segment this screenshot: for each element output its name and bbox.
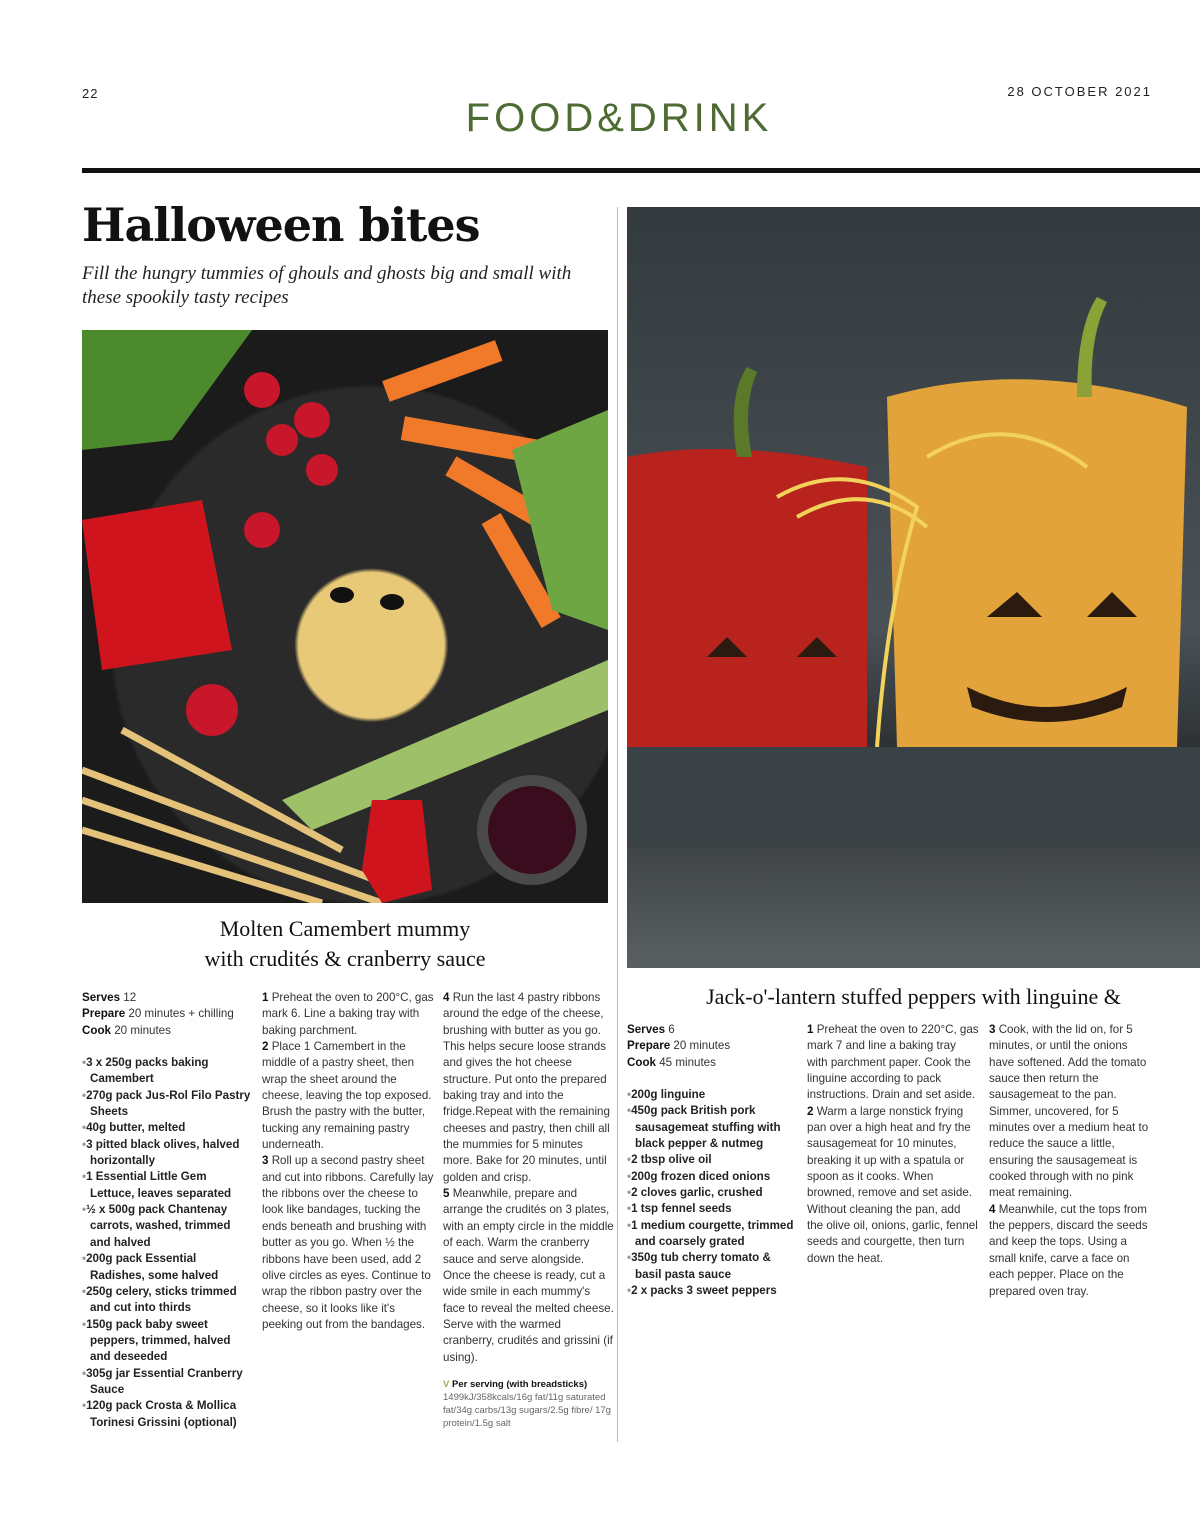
cook-label: Cook — [627, 1055, 656, 1069]
ingredient: • 1 Essential Little Gem Lettuce, leaves separated — [82, 1169, 254, 1202]
method-step — [807, 1104, 979, 1267]
step-text: Place 1 Camembert in the middle of a pastry sheet, then wrap the sheet around the cheese, leaving the top exposed. Brush the pastry with the butter, tucking any remaining pastry underneath. — [262, 1040, 432, 1152]
cook-label: Cook — [82, 1023, 111, 1037]
recipe2-method-column-1 — [807, 1022, 979, 1267]
step-text: Preheat the oven to 220°C, gas mark 7 and line a baking tray with parchment paper. Cook the linguine according to pack instructions. Drain and set aside. — [807, 1023, 979, 1102]
prepare-label: Prepare — [82, 1007, 126, 1021]
recipe1-title-line1: Molten Camembert mummy — [219, 916, 471, 941]
step-number: 1 — [262, 991, 269, 1004]
stuffed-peppers-photo — [627, 207, 1200, 968]
step-number: 3 — [989, 1023, 996, 1036]
method-step — [807, 1022, 979, 1104]
ingredient: • 40g butter, melted — [82, 1120, 254, 1136]
nutrition-label: Per serving (with breadsticks) — [451, 1378, 588, 1390]
cook-value: 20 minutes — [114, 1023, 171, 1037]
section-title: FOOD&DRINK — [465, 96, 773, 140]
ingredient: • 120g pack Crosta & Mollica Torinesi Grissini (optional) — [82, 1398, 254, 1431]
recipe2-ingredient-list — [627, 1087, 799, 1299]
step-text: Meanwhile, prepare and arrange the crudités on 3 plates, with an empty circle in the middle of each. Warm the cranberry sauce and serve alongside. Once the cheese is ready, cut a wide smile in each mummy's face to reveal the melted cheese. Serve with the warmed cranberry, crudités and grissini (if using). — [443, 1187, 614, 1364]
step-text: Meanwhile, cut the tops from the peppers, discard the seeds and keep the tops. Using a small knife, carve a face on each pepper. Place on the prepared oven tray. — [989, 1202, 1148, 1298]
ingredient: • 305g jar Essential Cranberry Sauce — [82, 1366, 254, 1399]
step-number: 4 — [989, 1202, 996, 1216]
ingredient: • 2 x packs 3 sweet peppers — [627, 1283, 799, 1299]
method-step — [262, 1153, 434, 1333]
nutrition-values: 1499kJ/358kcals/16g fat/11g saturated fat/34g carbs/13g sugars/2.5g fibre/ 17g protein/1.5g salt — [443, 1391, 611, 1429]
serves-label: Serves — [627, 1023, 666, 1036]
vegetarian-badge: V — [443, 1378, 450, 1390]
serves-value: 6 — [668, 1023, 675, 1036]
serves-value: 12 — [123, 991, 137, 1004]
ingredient: • ½ x 500g pack Chantenay carrots, washed, trimmed and halved — [82, 1202, 254, 1251]
cook-value: 45 minutes — [659, 1055, 716, 1069]
recipe1-title — [82, 914, 608, 974]
recipe1-title-line2: with crudités & cranberry sauce — [204, 946, 486, 971]
step-number: 2 — [262, 1040, 269, 1054]
prepare-label: Prepare — [627, 1039, 671, 1053]
recipe1-ingredient-list — [82, 1055, 254, 1431]
ingredient: • 250g celery, sticks trimmed and cut into thirds — [82, 1284, 254, 1317]
ingredient: • 200g frozen diced onions — [627, 1169, 799, 1185]
step-text: Cook, with the lid on, for 5 minutes, or until the onions have softened. Add the tomato sauce then return the sausagemeat to the pan. Simmer, uncovered, for 5 minutes over a medium heat to reduce the sauce a little, ensuring the sausagemeat is cooked through with no pink meat remaining. — [989, 1023, 1149, 1200]
headline: Halloween bites — [82, 198, 480, 252]
recipe2-ingredients-column — [627, 1022, 799, 1300]
method-step — [443, 1186, 615, 1366]
nutrition-info — [443, 1378, 615, 1430]
step-number: 2 — [807, 1104, 814, 1118]
header-rule — [82, 168, 1200, 173]
issue-date: 28 OCTOBER 2021 — [1007, 84, 1152, 99]
ingredient: • 2 cloves garlic, crushed — [627, 1185, 799, 1201]
ingredient: • 200g linguine — [627, 1087, 799, 1103]
step-text: Preheat the oven to 200°C, gas mark 6. Line a baking tray with baking parchment. — [262, 991, 434, 1037]
ingredient: • 2 tbsp olive oil — [627, 1152, 799, 1168]
step-number: 5 — [443, 1187, 450, 1201]
ingredient: • 200g pack Essential Radishes, some halved — [82, 1251, 254, 1284]
ingredient: • 270g pack Jus-Rol Filo Pastry Sheets — [82, 1088, 254, 1121]
method-step — [262, 990, 434, 1039]
method-step — [989, 1202, 1151, 1300]
ingredient: • 1 medium courgette, trimmed and coarsely grated — [627, 1218, 799, 1251]
camembert-mummy-photo — [82, 330, 608, 903]
step-number: 4 — [443, 991, 450, 1004]
recipe1-ingredients-column — [82, 990, 254, 1431]
ingredient: • 3 pitted black olives, halved horizontally — [82, 1137, 254, 1170]
ingredient: • 1 tsp fennel seeds — [627, 1201, 799, 1217]
recipe2-title: Jack-o'-lantern stuffed peppers with linguine & — [706, 984, 1121, 1009]
step-text: Roll up a second pastry sheet and cut into ribbons. Carefully lay the ribbons over the cheese to look like bandages, tucking the ends beneath and brushing with butter as you go. When ½ the ribbons have been used, add 2 olive circles as eyes. Continue to wrap the ribbon pastry over the cheese, so it looks like it's peeking out from the bandages. — [262, 1154, 434, 1331]
method-step — [443, 990, 615, 1186]
method-step — [989, 1022, 1151, 1202]
standfirst: Fill the hungry tummies of ghouls and ghosts big and small with these spookily tasty recipes — [82, 263, 572, 308]
prepare-value: 20 minutes + chilling — [128, 1007, 234, 1021]
recipe2-meta — [627, 1022, 799, 1071]
recipe1-method-column-2 — [443, 990, 615, 1430]
recipe1-method-column-1 — [262, 990, 434, 1333]
ingredient: • 350g tub cherry tomato & basil pasta sauce — [627, 1250, 799, 1283]
step-text: Warm a large nonstick frying pan over a high heat and fry the sausagemeat for 10 minutes, breaking it up with a spatula or spoon as it cooks. When browned, remove and set aside. Without cleaning the pan, add the olive oil, onions, garlic, fennel seeds and courgette, then turn down the heat. — [807, 1104, 978, 1265]
step-number: 3 — [262, 1154, 269, 1168]
ingredient: • 150g pack baby sweet peppers, trimmed, halved and deseeded — [82, 1317, 254, 1366]
page-number: 22 — [82, 86, 99, 101]
recipe2-method-column-2 — [989, 1022, 1151, 1300]
ingredient: • 450g pack British pork sausagemeat stuffing with black pepper & nutmeg — [627, 1103, 799, 1152]
column-divider — [617, 207, 618, 1442]
step-text: Run the last 4 pastry ribbons around the edge of the cheese, brushing with butter as you go. This helps secure loose strands and gives the hot cheese structure. Put onto the prepared baking tray and into the fridge.Repeat with the remaining cheeses and pastry, then chill all the mummies for 5 minutes more. Bake for 20 minutes, until golden and crisp. — [443, 991, 610, 1184]
recipe1-meta — [82, 990, 254, 1039]
ingredient: • 3 x 250g packs baking Camembert — [82, 1055, 254, 1088]
step-number: 1 — [807, 1023, 814, 1036]
prepare-value: 20 minutes — [673, 1039, 731, 1053]
serves-label: Serves — [82, 991, 121, 1004]
method-step — [262, 1039, 434, 1153]
